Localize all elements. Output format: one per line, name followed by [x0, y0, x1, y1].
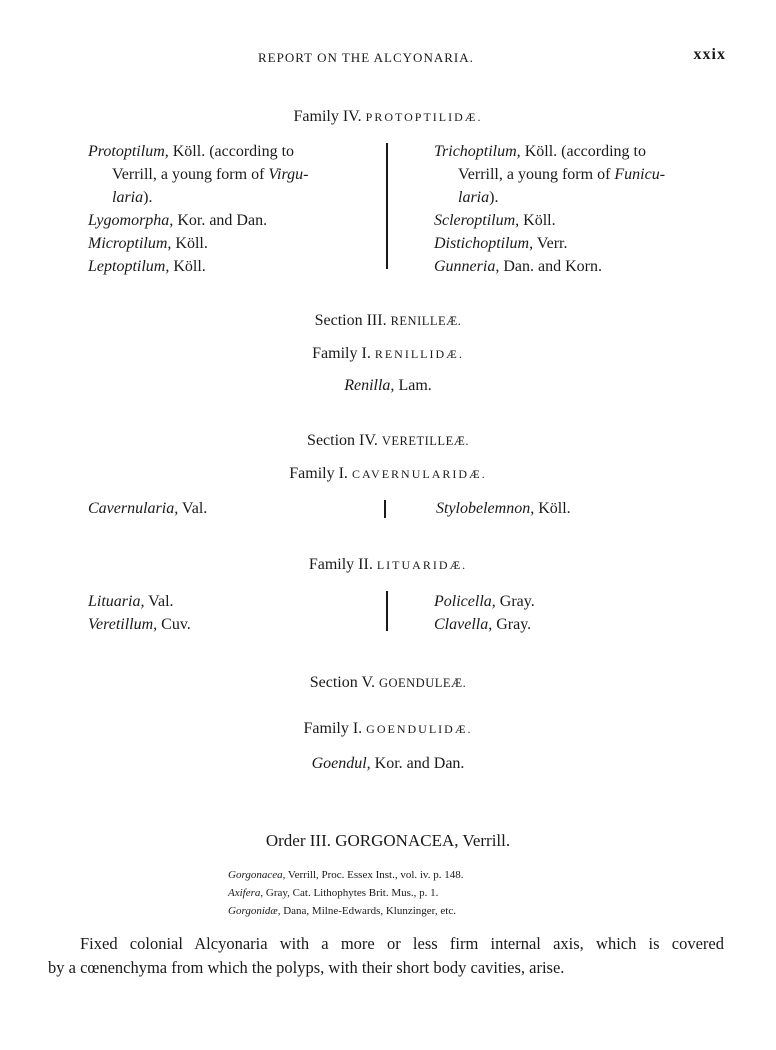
genus-note: Verrill, a young form of Virgu- [112, 166, 309, 183]
genus-entry-stylobelemnon: Stylobelemnon, Köll. [436, 500, 571, 517]
running-header: REPORT ON THE ALCYONARIA. [258, 50, 474, 65]
genus-entry: Distichoptilum, Verr. [434, 235, 568, 252]
genus-entry: Scleroptilum, Köll. [434, 212, 556, 229]
genus-entry-renilla: Renilla, Lam. [344, 377, 432, 394]
genus-entry-goendul: Goendul, Kor. and Dan. [311, 755, 465, 772]
protoptilidae-right-column [434, 140, 665, 278]
family-name: PROTOPTILIDÆ. [365, 110, 483, 124]
lituaridae-right-column [434, 590, 535, 636]
section-heading-goenduleae: Section V. GOENDULEÆ. [309, 674, 467, 691]
genus-note: laria). [458, 189, 499, 206]
genus-entry [88, 140, 308, 163]
protoptilidae-left-column [88, 140, 308, 278]
column-divider [386, 143, 388, 269]
family-heading-lituaridae: Family II. LITUARIDÆ. [308, 556, 468, 573]
family-heading-protoptilidae [0, 108, 776, 126]
genus-author: Köll. (according to [168, 143, 295, 160]
synonym-entry: Axifera, Gray, Cat. Lithophytes Brit. Mus., p. 1. [228, 887, 439, 899]
description-line: by a cœnenchyma from which the polyps, with their short body cavities, arise. [48, 958, 565, 977]
genus-note: laria). [112, 189, 153, 206]
genus-entry: Leptoptilum, Köll. [88, 258, 206, 275]
genus-name: Protoptilum, [88, 143, 169, 160]
genus-entry: Microptilum, Köll. [88, 235, 208, 252]
section-heading-renilleae: Section III. RENILLEÆ. [314, 312, 462, 329]
section-heading-veretilleae: Section IV. VERETILLEÆ. [307, 432, 469, 449]
order-heading-gorgonacea: Order III. GORGONACEA, Verrill. [265, 831, 511, 850]
lituaridae-left-column [88, 590, 191, 636]
page-number: xxix [693, 46, 726, 63]
genus-entry: Trichoptilum, Köll. (according to [434, 143, 646, 160]
genus-entry: Lituaria, Val. [88, 593, 174, 610]
family-heading-goendulidae: Family I. GOENDULIDÆ. [303, 720, 473, 737]
genus-entry-cavernularia: Cavernularia, Val. [88, 500, 208, 517]
genus-entry: Policella, Gray. [434, 593, 535, 610]
genus-note: Verrill, a young form of Funicu- [458, 166, 666, 183]
column-divider [386, 591, 388, 631]
genus-entry: Clavella, Gray. [434, 616, 532, 633]
genus-entry: Veretillum, Cuv. [88, 616, 191, 633]
synonym-entry: Gorgonacea, Verrill, Proc. Essex Inst., vol. iv. p. 148. [228, 869, 464, 881]
synonymy-list [228, 866, 463, 920]
order-description [48, 932, 724, 980]
column-divider [384, 500, 386, 518]
family-heading-renillidae: Family I. RENILLIDÆ. [312, 345, 464, 362]
genus-entry: Lygomorpha, Kor. and Dan. [88, 212, 268, 229]
description-line: Fixed colonial Alcyonaria with a more or less firm internal axis, which is covered [80, 934, 724, 953]
synonym-entry: Gorgonidæ, Dana, Milne-Edwards, Klunzinger, etc. [228, 905, 456, 917]
genus-entry: Gunneria, Dan. and Korn. [434, 258, 602, 275]
family-prefix: Family IV. [293, 108, 362, 125]
family-heading-cavernularidae: Family I. CAVERNULARIDÆ. [289, 465, 487, 482]
